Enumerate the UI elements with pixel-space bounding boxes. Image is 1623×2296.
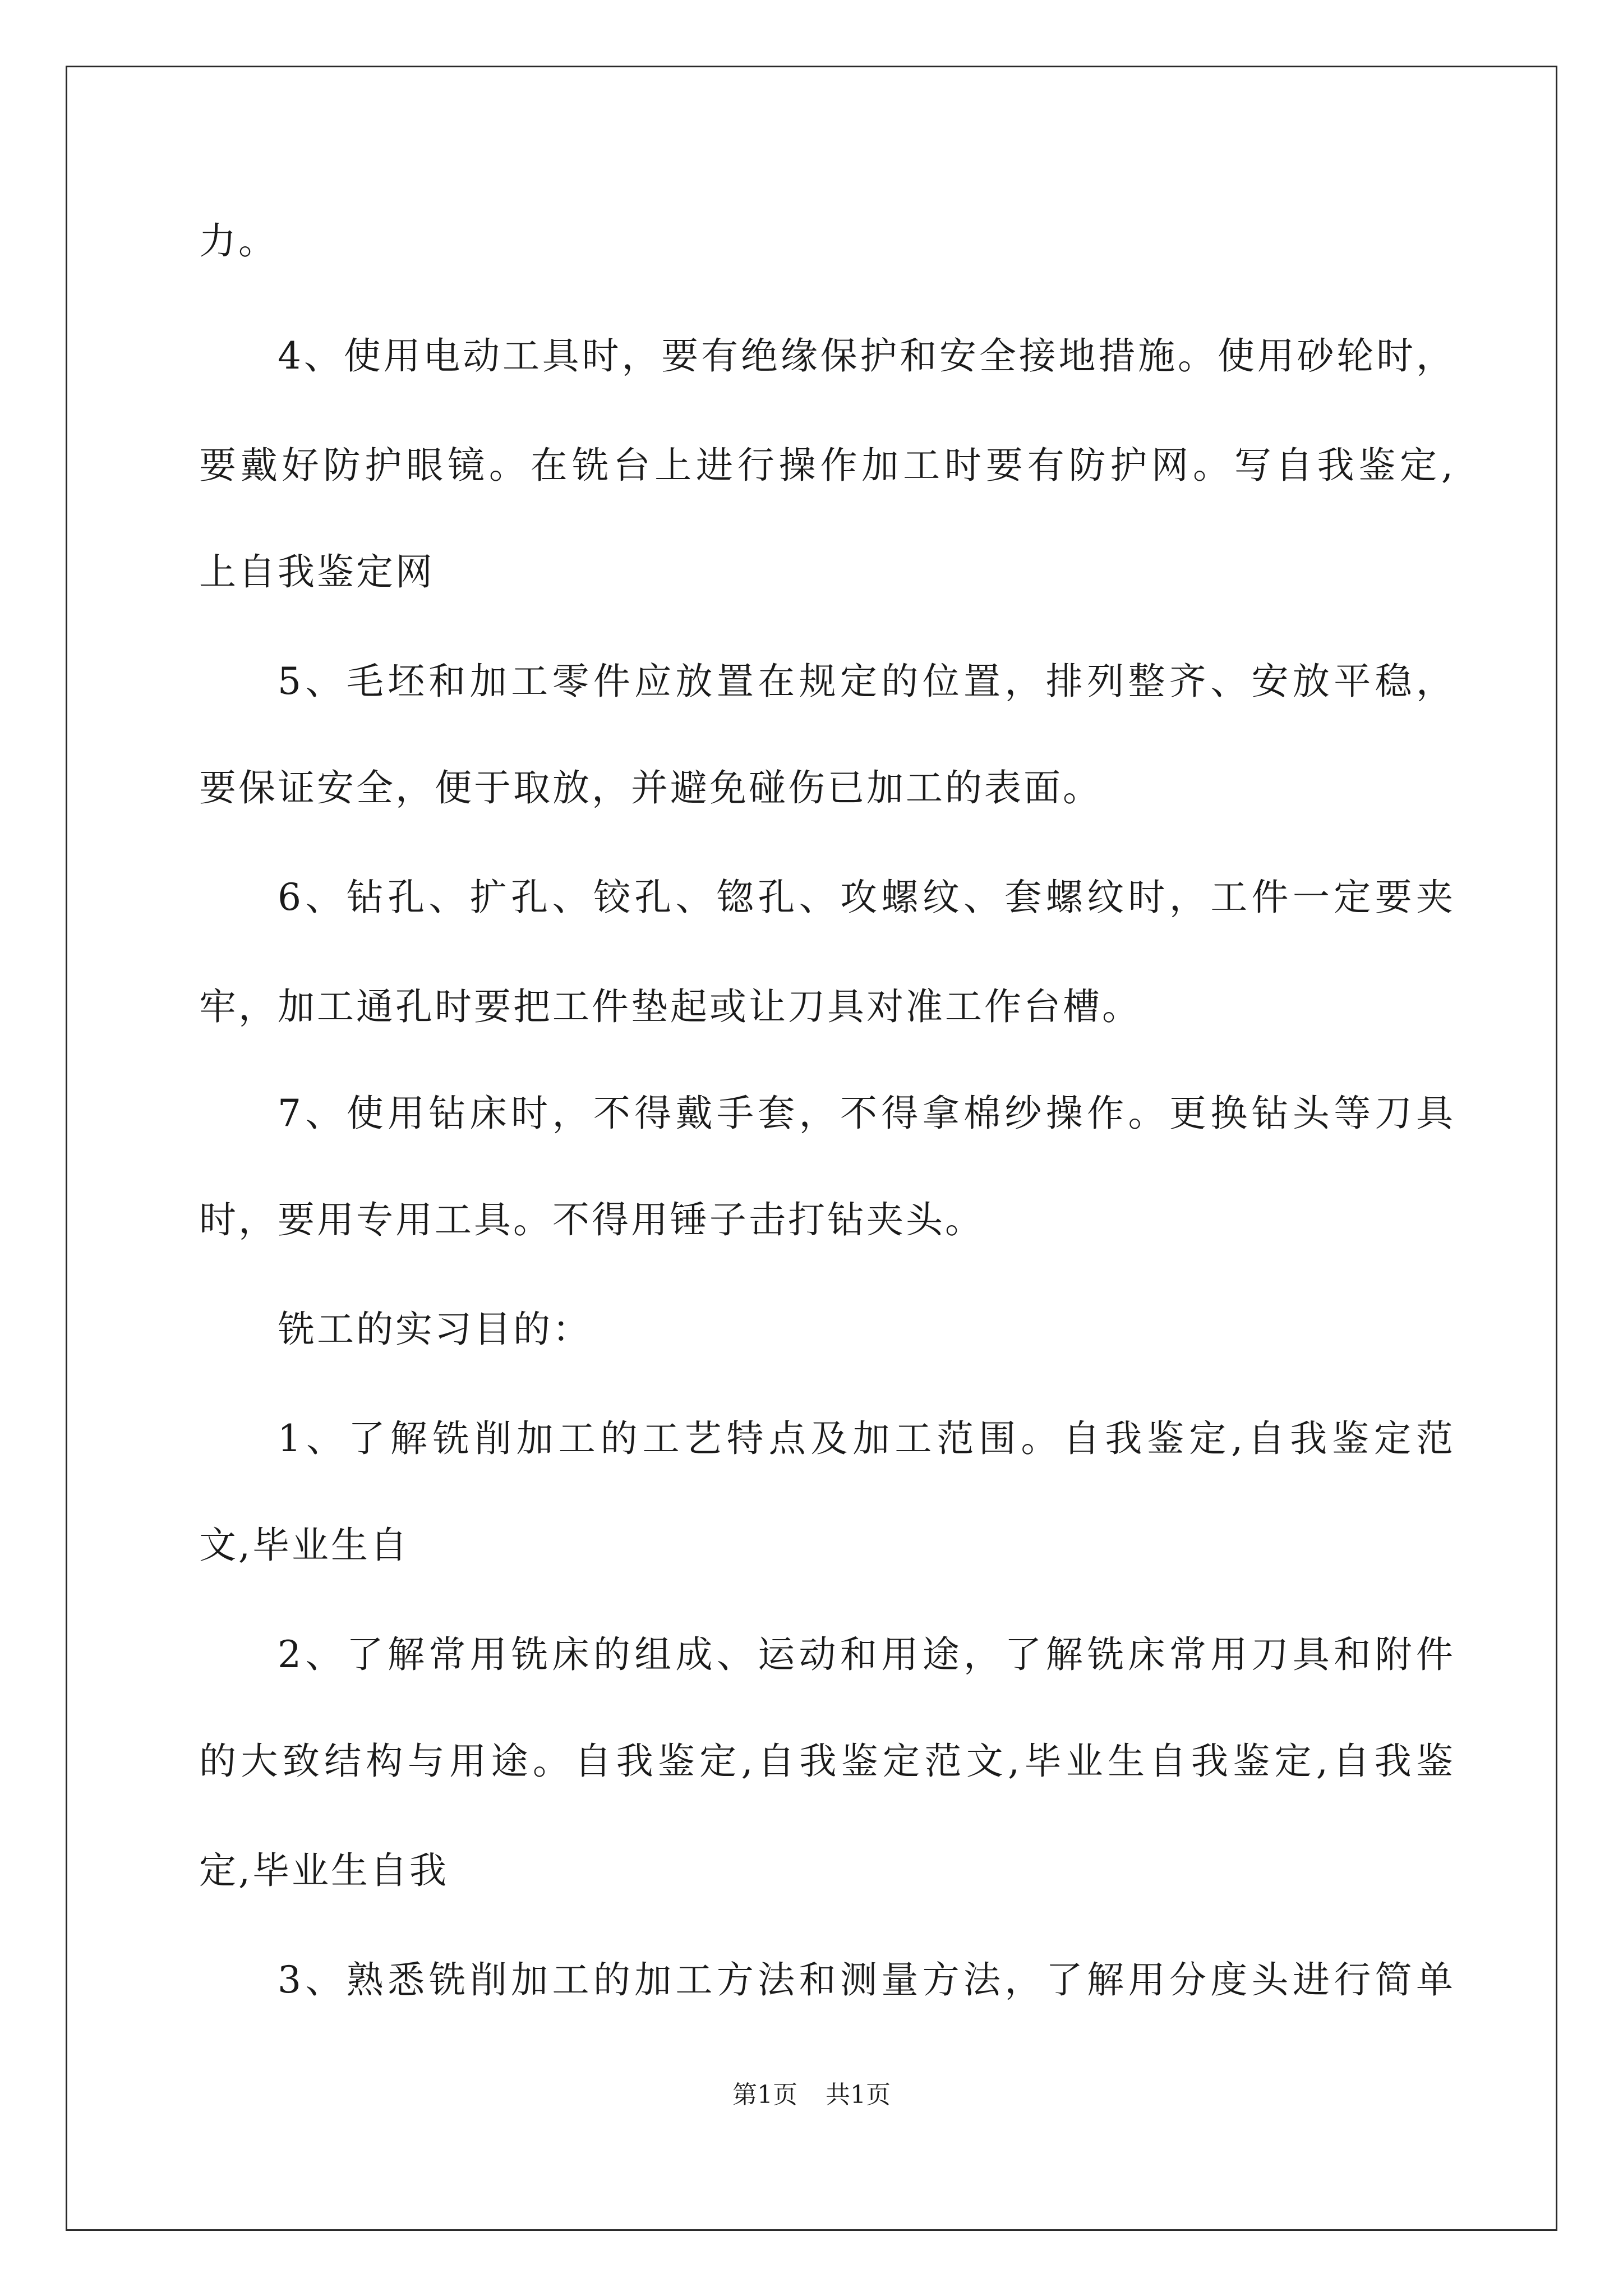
text-line: 4、使用电动工具时，要有绝缘保护和安全接地措施。使用砂轮时， bbox=[278, 334, 1455, 378]
text-line: 2、了解常用铣床的组成、运动和用途，了解铣床常用刀具和附件 bbox=[278, 1633, 1455, 1676]
text-line: 7、使用钻床时，不得戴手套，不得拿棉纱操作。更换钻头等刀具 bbox=[278, 1092, 1455, 1135]
text-line: 牢，加工通孔时要把工件垫起或让刀具对准工作台槽。 bbox=[199, 985, 1141, 1028]
text-line: 时，要用专用工具。不得用锤子击打钻夹头。 bbox=[199, 1198, 984, 1241]
text-line: 力。 bbox=[199, 219, 278, 263]
page-border bbox=[66, 66, 1557, 2231]
text-line: 6、钻孔、扩孔、铰孔、锪孔、攻螺纹、套螺纹时，工件一定要夹 bbox=[278, 876, 1455, 919]
page-number: 第1页 bbox=[732, 2081, 797, 2109]
text-line: 要保证安全，便于取放，并避免碰伤已加工的表面。 bbox=[199, 766, 1102, 809]
text-line: 1、了解铣削加工的工艺特点及加工范围。自我鉴定,自我鉴定范 bbox=[278, 1417, 1455, 1460]
text-line: 上自我鉴定网 bbox=[199, 550, 435, 593]
text-line: 定,毕业生自我 bbox=[199, 1849, 449, 1892]
section-heading: 铣工的实习目的： bbox=[278, 1308, 592, 1351]
text-line: 3、熟悉铣削加工的加工方法和测量方法，了解用分度头进行简单 bbox=[278, 1958, 1455, 2001]
text-line: 文,毕业生自 bbox=[199, 1524, 409, 1567]
page-footer bbox=[0, 2078, 1623, 2112]
page-total: 共1页 bbox=[826, 2081, 891, 2109]
text-line: 要戴好防护眼镜。在铣台上进行操作加工时要有防护网。写自我鉴定, bbox=[199, 444, 1455, 487]
text-line: 5、毛坯和加工零件应放置在规定的位置，排列整齐、安放平稳， bbox=[278, 660, 1455, 703]
text-line: 的大致结构与用途。自我鉴定,自我鉴定范文,毕业生自我鉴定,自我鉴 bbox=[199, 1740, 1455, 1783]
